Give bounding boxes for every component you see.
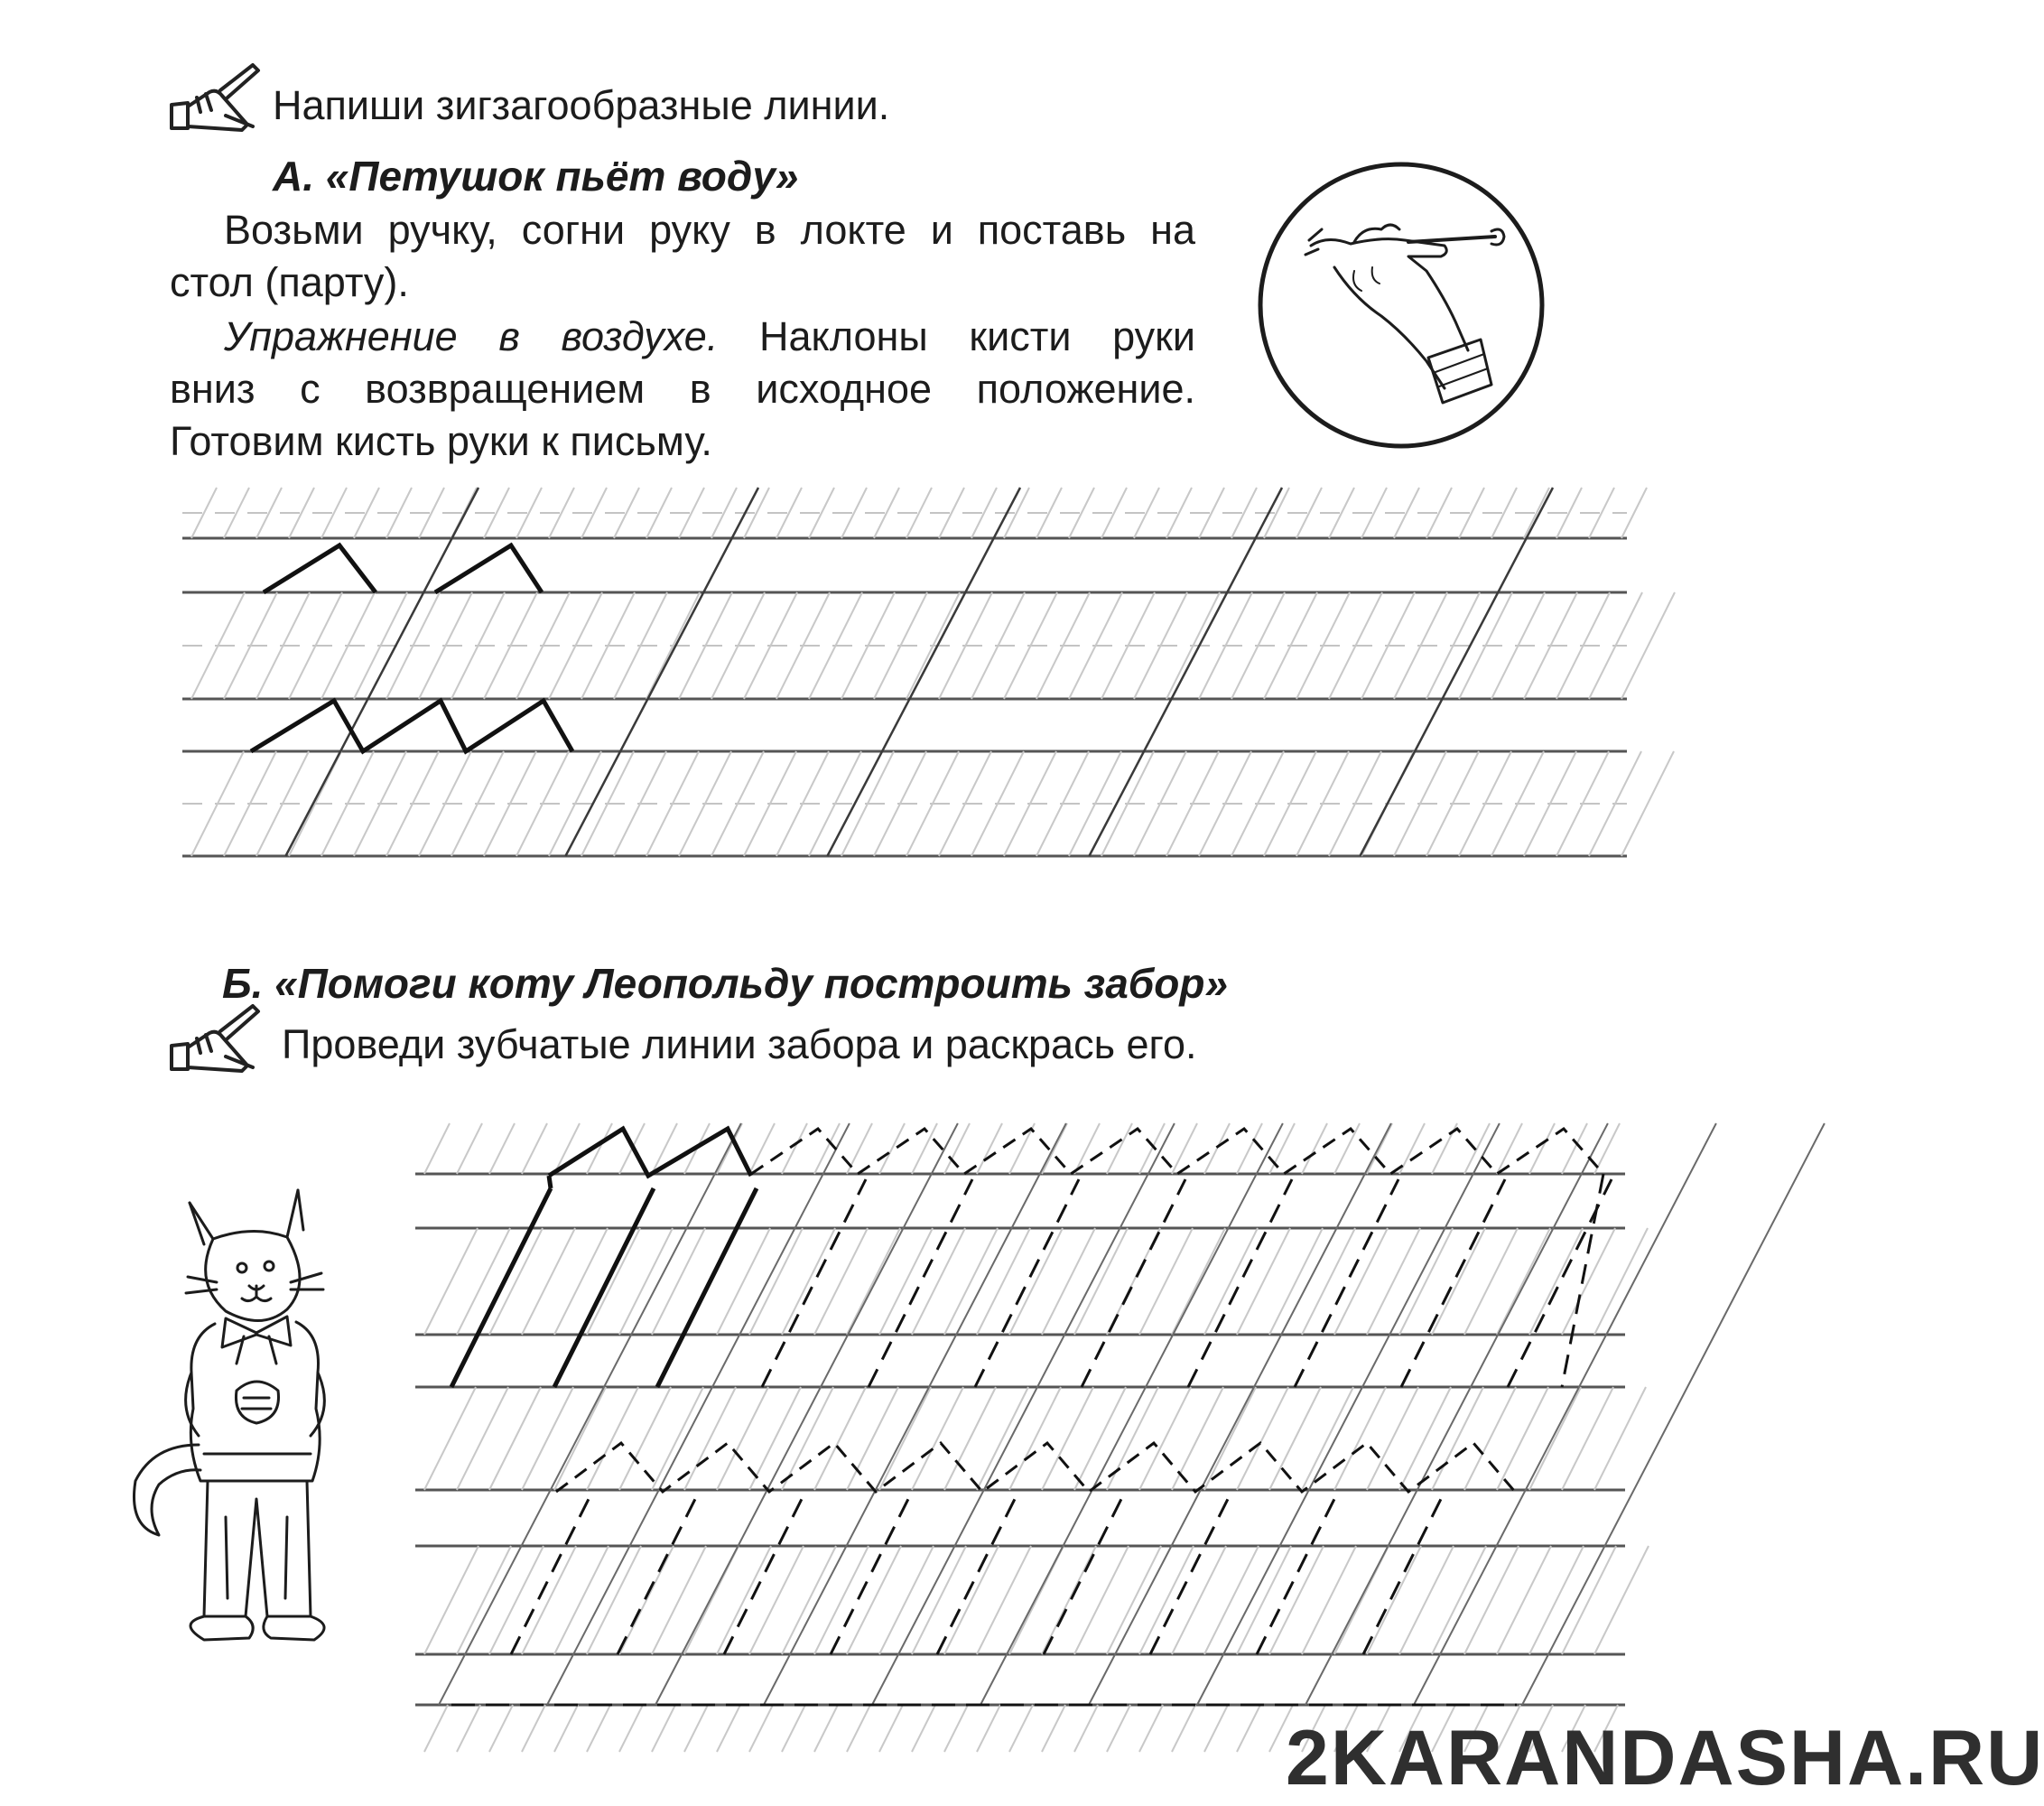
grid-slant-tick <box>782 1228 835 1335</box>
grid-slant-tick <box>424 1228 478 1335</box>
fence-tracing-pattern <box>451 1129 1612 1705</box>
fence-picket-solid <box>554 1188 654 1387</box>
slant-guide-line <box>980 1123 1283 1705</box>
grid-slant-tick <box>717 1228 770 1335</box>
grid-slant-tick <box>489 1705 513 1752</box>
grid-slant-tick <box>814 1228 868 1335</box>
grid-slant-tick <box>684 1387 736 1490</box>
grid-slant-tick <box>1107 1123 1132 1174</box>
writing-hand-icon <box>172 65 258 130</box>
grid-slant-tick <box>1042 1705 1065 1752</box>
grid-slant-tick <box>879 1228 933 1335</box>
grid-slant-tick <box>522 1123 547 1174</box>
grid-slant-tick <box>489 1228 543 1335</box>
fence-picket-dashed <box>1562 1174 1603 1387</box>
fence-joint <box>549 1176 551 1188</box>
slant-guide-line <box>1414 1123 1716 1705</box>
slant-guide-line <box>764 1123 1066 1705</box>
grid-slant-tick <box>847 1228 900 1335</box>
grid-slant-tick <box>879 1123 905 1174</box>
grid-slant-tick <box>782 1123 807 1174</box>
grid-slant-tick <box>424 1705 448 1752</box>
grid-slant-tick <box>1432 1228 1485 1335</box>
grid-slant-tick <box>977 1546 1031 1654</box>
grid-slant-tick <box>1334 1387 1386 1490</box>
slant-guide-line <box>1360 488 1553 856</box>
grid-slant-tick <box>1204 1705 1228 1752</box>
zigzag-sample-row-2 <box>251 701 572 751</box>
grid-slant-tick <box>1009 1228 1063 1335</box>
grid-slant-tick <box>977 1387 1028 1490</box>
grid-slant-tick <box>457 1123 482 1174</box>
grid-slant-tick <box>782 1705 805 1752</box>
grid-slant-tick <box>1497 1546 1551 1654</box>
fence-picket-solid <box>657 1188 757 1387</box>
grid-slant-tick <box>912 1705 935 1752</box>
grid-slant-tick <box>1269 1387 1321 1490</box>
grid-slant-tick <box>1497 1387 1548 1490</box>
grid-slant-tick <box>1269 1228 1323 1335</box>
grid-slant-tick <box>1594 1546 1649 1654</box>
instruction-2: Проведи зубчатые линии забора и раскрась его. <box>282 1021 1197 1067</box>
grid-slant-tick <box>424 1123 450 1174</box>
grid-slant-tick <box>944 1228 998 1335</box>
grid-slant-tick <box>587 1705 610 1752</box>
grid-slant-tick <box>1269 1546 1324 1654</box>
instruction-1: Напиши зигзагообразные линии. <box>273 82 890 128</box>
grid-slant-tick <box>847 1546 901 1654</box>
grid-slant-tick <box>1464 1546 1519 1654</box>
grid-slant-tick <box>1074 1123 1100 1174</box>
exercise-label: Упражнение в воздухе. <box>224 313 719 359</box>
grid-slant-tick <box>1302 1546 1356 1654</box>
grid-slant-tick <box>814 1387 866 1490</box>
grid-slant-tick <box>1594 1387 1646 1490</box>
section-a-heading: А. «Петушок пьёт воду» <box>273 153 799 200</box>
section-b-heading: Б. «Помоги коту Леопольду построить забор» <box>222 960 1229 1007</box>
slant-guide-line <box>1305 1123 1608 1705</box>
grid-slant-tick <box>1432 1387 1483 1490</box>
fence-picket-dashed <box>762 1179 866 1387</box>
hand-with-pen-illustration <box>1260 164 1542 446</box>
grid-slant-tick <box>1269 1123 1295 1174</box>
grid-slant-tick <box>522 1228 575 1335</box>
grid-slant-tick <box>749 1705 773 1752</box>
fence-picket-dashed <box>937 1495 1017 1654</box>
fence-picket-dashed <box>1257 1495 1336 1654</box>
grid-slant-tick <box>1042 1228 1095 1335</box>
grid-slant-tick <box>717 1546 771 1654</box>
grid-slant-tick <box>1139 1546 1194 1654</box>
grid-slant-tick <box>1529 1123 1555 1174</box>
grid-slant-tick <box>1367 1228 1420 1335</box>
section-a-paragraph-1-line-1: Возьми ручку, согни руку в локте и поставь на <box>224 207 1195 253</box>
grid-slant-tick <box>489 1546 544 1654</box>
grid-slant-tick <box>1399 1546 1454 1654</box>
grid-slant-tick <box>522 1705 545 1752</box>
grid-slant-tick <box>1529 1387 1581 1490</box>
grid-slant-tick <box>1172 1546 1226 1654</box>
grid-slant-tick <box>1302 1387 1353 1490</box>
grid-slant-tick <box>1237 1705 1260 1752</box>
slant-guide-line <box>439 1123 741 1705</box>
grid-slant-tick <box>1139 1387 1191 1490</box>
grid-slant-tick <box>1562 1387 1613 1490</box>
fence-picket-dashed <box>724 1495 804 1654</box>
grid-slant-tick <box>1204 1387 1256 1490</box>
writing-hand-icon <box>172 1006 258 1071</box>
leopold-cat-illustration <box>134 1190 324 1640</box>
grid-slant-tick <box>717 1387 768 1490</box>
grid-slant-tick <box>457 1546 511 1654</box>
fence-picket-dashed <box>869 1179 972 1387</box>
grid-slant-tick <box>1042 1387 1093 1490</box>
grid-slant-tick <box>814 1705 838 1752</box>
grid-slant-tick <box>619 1705 643 1752</box>
grid-slant-tick <box>1621 751 1674 856</box>
grid-slant-tick <box>944 1387 996 1490</box>
grid-slant-tick <box>619 1387 671 1490</box>
grid-slant-tick <box>1367 1546 1421 1654</box>
grid-slant-tick <box>587 1228 640 1335</box>
grid-slant-tick <box>717 1705 740 1752</box>
grid-slant-tick <box>424 1387 476 1490</box>
grid-slant-tick <box>944 1546 999 1654</box>
grid-slant-tick <box>1074 1705 1098 1752</box>
fence-top-solid <box>549 1129 751 1176</box>
fence-top-dashed <box>556 1443 1515 1492</box>
grid-slant-tick <box>424 1546 478 1654</box>
grid-slant-tick <box>619 1546 674 1654</box>
grid-slant-tick <box>1107 1705 1130 1752</box>
grid-slant-tick <box>912 1546 966 1654</box>
grid-slant-tick <box>1074 1546 1129 1654</box>
fence-picket-dashed <box>618 1495 697 1654</box>
grid-slant-tick <box>684 1705 708 1752</box>
fence-picket-dashed <box>1188 1179 1292 1387</box>
grid-slant-tick <box>749 1546 804 1654</box>
fence-picket-dashed <box>975 1179 1079 1387</box>
grid-slant-tick <box>489 1123 515 1174</box>
grid-slant-tick <box>782 1546 836 1654</box>
section-a-paragraph-2-line-2: вниз с возвращением в исходное положение. <box>170 366 1195 412</box>
grid-slant-tick <box>1172 1705 1195 1752</box>
fence-picket-dashed <box>831 1495 910 1654</box>
grid-slant-tick <box>1399 1228 1453 1335</box>
fence-picket-dashed <box>511 1495 590 1654</box>
grid-slant-tick <box>912 1387 963 1490</box>
grid-slant-tick <box>1107 1546 1161 1654</box>
grid-slant-tick <box>977 1123 1002 1174</box>
grid-slant-tick <box>977 1705 1000 1752</box>
grid-slant-tick <box>1204 1228 1258 1335</box>
grid-slant-tick <box>457 1705 480 1752</box>
grid-slant-tick <box>1621 592 1675 699</box>
grid-slant-tick <box>522 1387 573 1490</box>
grid-slant-tick <box>847 1387 898 1490</box>
grid-slant-tick <box>1237 1228 1290 1335</box>
watermark: 2KARANDASHA.RU <box>1286 1715 2044 1801</box>
grid-slant-tick <box>522 1546 576 1654</box>
grid-slant-tick <box>1139 1705 1163 1752</box>
grid-slant-tick <box>1464 1387 1516 1490</box>
grid-slant-tick <box>1172 1228 1225 1335</box>
grid-slant-tick <box>1139 1228 1193 1335</box>
grid-slant-tick <box>489 1387 541 1490</box>
grid-slant-tick <box>847 1705 870 1752</box>
grid-slant-tick <box>879 1387 931 1490</box>
writing-grid-b <box>415 1123 1825 1752</box>
fence-picket-solid <box>451 1188 551 1387</box>
grid-slant-tick <box>1042 1546 1096 1654</box>
grid-slant-tick <box>457 1387 508 1490</box>
grid-slant-tick <box>1562 1546 1616 1654</box>
slant-guide-line <box>827 488 1020 856</box>
grid-slant-tick <box>749 1228 803 1335</box>
section-a-paragraph-2-line-1 <box>224 311 1195 363</box>
zigzag-sample-row-1 <box>264 545 542 592</box>
grid-slant-tick <box>1302 1123 1327 1174</box>
section-a-paragraph-1-line-2: стол (парту). <box>170 259 409 305</box>
section-a-paragraph-2-line-3: Готовим кисть руки к письму. <box>170 418 712 464</box>
slant-guide-line <box>655 1123 958 1705</box>
grid-slant-tick <box>1074 1228 1128 1335</box>
grid-slant-tick <box>554 1228 608 1335</box>
grid-slant-tick <box>652 1705 675 1752</box>
grid-slant-tick <box>554 1705 578 1752</box>
grid-slant-tick <box>652 1546 706 1654</box>
grid-slant-tick <box>1009 1387 1061 1490</box>
grid-slant-tick <box>912 1123 937 1174</box>
fence-picket-dashed <box>1150 1495 1230 1654</box>
grid-slant-tick <box>1334 1228 1388 1335</box>
grid-slant-tick <box>944 1705 968 1752</box>
grid-slant-tick <box>1529 1228 1583 1335</box>
grid-slant-tick <box>1204 1123 1230 1174</box>
grid-slant-tick <box>1009 1705 1033 1752</box>
grid-slant-tick <box>879 1705 903 1752</box>
grid-slant-tick <box>587 1546 641 1654</box>
grid-slant-tick <box>652 1387 703 1490</box>
grid-slant-tick <box>782 1387 833 1490</box>
fence-picket-dashed <box>1044 1495 1123 1654</box>
grid-slant-tick <box>587 1387 638 1490</box>
grid-slant-tick <box>1237 1387 1288 1490</box>
grid-slant-tick <box>1172 1123 1197 1174</box>
grid-slant-tick <box>1432 1546 1486 1654</box>
grid-slant-tick <box>1009 1123 1035 1174</box>
grid-slant-tick <box>1594 1228 1648 1335</box>
slant-guide-line <box>1089 488 1282 856</box>
grid-slant-tick <box>1107 1387 1158 1490</box>
exercise-text: Наклоны кисти руки <box>759 313 1195 359</box>
writing-grid-a <box>182 488 1675 856</box>
slant-guide-line <box>1089 1123 1391 1705</box>
grid-slant-tick <box>1367 1123 1392 1174</box>
grid-slant-tick <box>814 1546 869 1654</box>
